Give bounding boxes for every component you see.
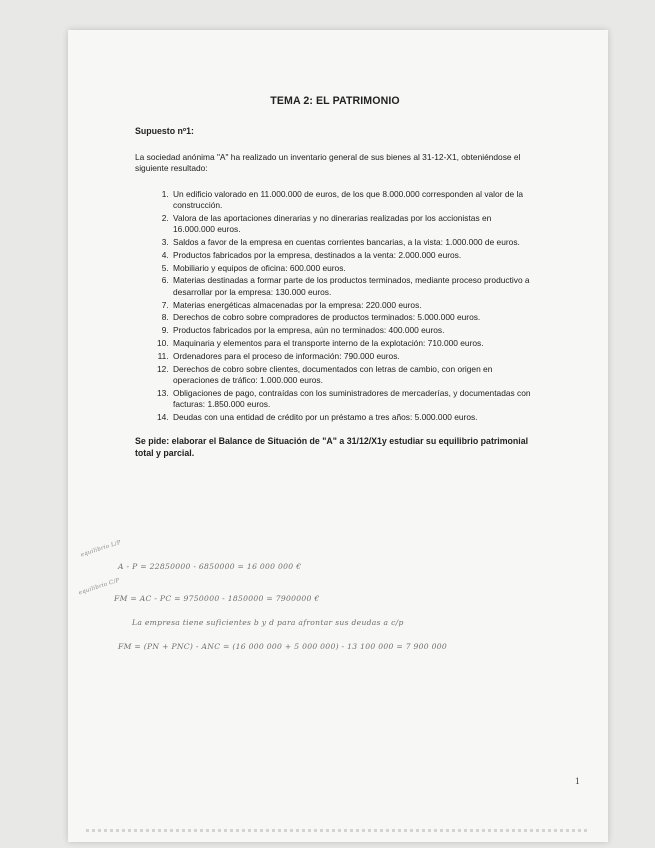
- document-page: [68, 30, 608, 842]
- handwritten-line-equity: A - P = 22850000 - 6850000 = 16 000 000 €: [118, 562, 302, 571]
- intro-paragraph: La sociedad anónima "A" ha realizado un inventario general de sus bienes al 31-12-X1, obteniéndose el siguiente resultado:: [135, 151, 521, 174]
- list-item: 10. Maquinaria y elementos para el transporte interno de la explotación: 710.000 euros.: [171, 338, 535, 349]
- list-item: 13. Obligaciones de pago, contraídas con los suministradores de mercaderías, y documentadas con facturas: 1.850.000 euros.: [171, 388, 535, 411]
- case-heading: Supuesto nº1:: [135, 126, 194, 137]
- handwritten-line-conclusion: La empresa tiene suficientes b y d para afrontar sus deudas a c/p: [132, 618, 404, 627]
- list-item: 11. Ordenadores para el proceso de información: 790.000 euros.: [171, 351, 535, 362]
- list-item: 8. Derechos de cobro sobre compradores de productos terminados: 5.000.000 euros.: [171, 312, 535, 323]
- list-item: 4. Productos fabricados por la empresa, destinados a la venta: 2.000.000 euros.: [171, 250, 535, 261]
- handwritten-line-fm-formula: FM = (PN + PNC) - ANC = (16 000 000 + 5 000 000) - 13 100 000 = 7 900 000: [118, 642, 448, 651]
- list-item: 9. Productos fabricados por la empresa, aún no terminados: 400.000 euros.: [171, 325, 535, 336]
- handwritten-margin-note-cp: equilibrio C/P: [78, 577, 121, 597]
- task-request: Se pide: elaborar el Balance de Situación de "A" a 31/12/X1y estudiar su equilibrio patrimonial total y parcial.: [135, 436, 529, 459]
- page-number: 1: [575, 776, 580, 786]
- handwritten-line-working-capital: FM = AC - PC = 9750000 - 1850000 = 7900000 €: [114, 594, 320, 603]
- list-item: 3. Saldos a favor de la empresa en cuentas corrientes bancarias, a la vista: 1.000.000 de euros.: [171, 237, 535, 248]
- list-item: 5. Mobiliario y equipos de oficina: 600.000 euros.: [171, 263, 535, 274]
- handwritten-margin-note-lp: equilibrio L/P: [80, 539, 122, 559]
- document-content: [135, 96, 535, 459]
- list-item: 1. Un edificio valorado en 11.000.000 de euros, de los que 8.000.000 corresponden al valor de la construcción.: [171, 189, 535, 212]
- list-item: 6. Materias destinadas a formar parte de los productos terminados, mediante proceso productivo a desarrollar por la empresa: 130.000 euros.: [171, 275, 535, 298]
- list-item: 12. Derechos de cobro sobre clientes, documentados con letras de cambio, con origen en operaciones de tráfico: 1.000.000 euros.: [171, 364, 535, 387]
- list-item: 7. Materias energéticas almacenadas por la empresa: 220.000 euros.: [171, 300, 535, 311]
- list-item: 2. Valora de las aportaciones dinerarias y no dinerarias realizadas por los accionistas en 16.000.000 euros.: [171, 213, 535, 236]
- page-title: TEMA 2: EL PATRIMONIO: [270, 95, 400, 107]
- list-item: 14. Deudas con una entidad de crédito por un préstamo a tres años: 5.000.000 euros.: [171, 412, 535, 423]
- inventory-list: [135, 189, 535, 424]
